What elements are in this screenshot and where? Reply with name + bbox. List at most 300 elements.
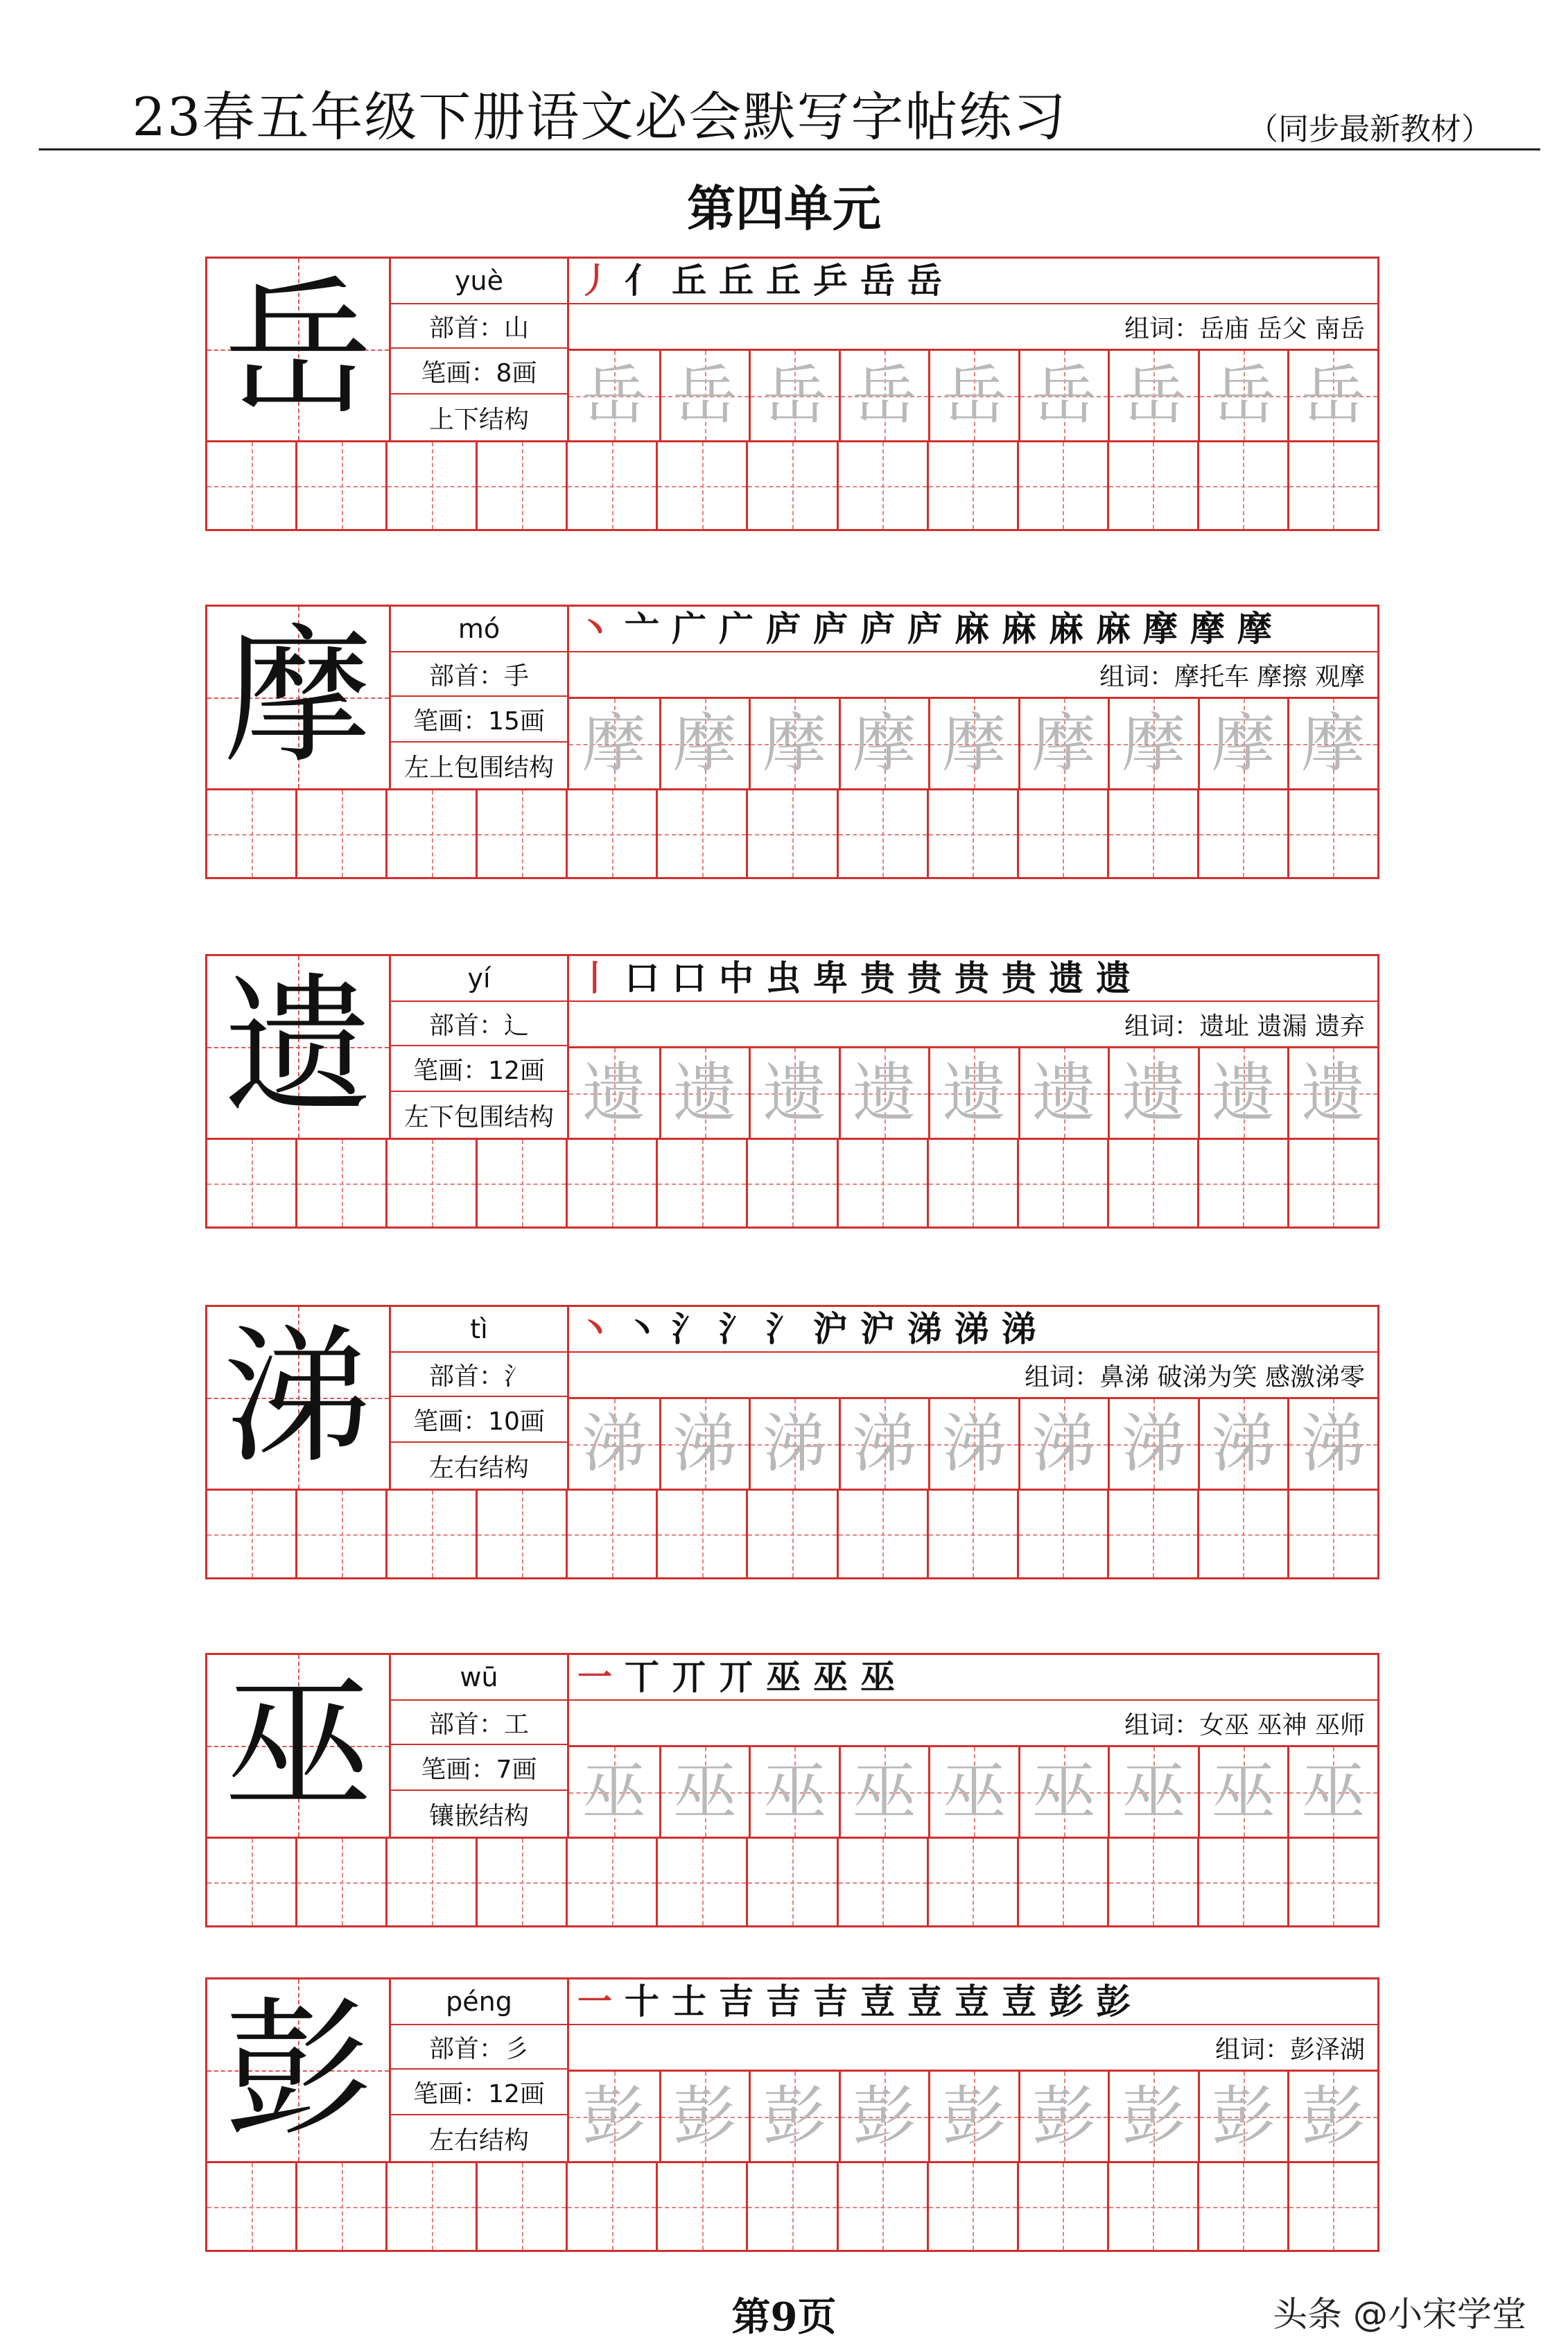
word-examples: 组词：女巫 巫神 巫师	[1124, 1710, 1365, 1740]
stroke-step: 摩	[1190, 608, 1225, 649]
trace-cell[interactable]	[1287, 2072, 1377, 2161]
stroke-count: 笔画：12画	[391, 1046, 567, 1092]
stroke-step: 彭	[1049, 1981, 1083, 2022]
model-character-box	[207, 956, 389, 1138]
stroke-order	[569, 1979, 1377, 2025]
trace-character: 摩	[1031, 706, 1096, 781]
trace-cell[interactable]	[659, 699, 749, 788]
stroke-step: 一	[577, 1981, 612, 2022]
radical: 部首：手	[391, 652, 567, 697]
pinyin: tì	[391, 1307, 567, 1353]
stroke-step: 吉	[719, 1981, 753, 2022]
trace-cell[interactable]	[1198, 699, 1288, 788]
trace-cell[interactable]	[1018, 351, 1108, 440]
practice-cell[interactable]	[927, 1491, 1017, 1577]
practice-cell[interactable]	[295, 442, 385, 529]
stroke-step: 丨	[577, 957, 612, 998]
trace-cell[interactable]	[839, 699, 929, 788]
stroke-step: 涕	[907, 1308, 942, 1349]
practice-row	[207, 788, 1377, 877]
practice-cell[interactable]	[1017, 790, 1107, 877]
radical: 部首：彡	[391, 2025, 567, 2070]
trace-cell[interactable]	[1018, 699, 1108, 788]
practice-cell[interactable]	[566, 790, 656, 877]
practice-cell[interactable]	[566, 1839, 656, 1925]
practice-cell[interactable]	[1017, 442, 1107, 529]
stroke-step: 贵	[955, 957, 989, 998]
stroke-count: 笔画：10画	[391, 1397, 567, 1443]
stroke-step: 壴	[955, 1981, 989, 2022]
stroke-step: 十	[625, 1981, 659, 2022]
character-info	[389, 956, 569, 1138]
trace-character: 岳	[763, 358, 827, 433]
trace-cell[interactable]	[839, 1048, 929, 1138]
stroke-step: 壴	[860, 1981, 895, 2022]
trace-row	[569, 1046, 1377, 1138]
trace-cell[interactable]	[749, 2072, 839, 2161]
practice-cell[interactable]	[1287, 1491, 1377, 1577]
practice-cell[interactable]	[207, 1839, 295, 1925]
trace-character: 巫	[672, 1754, 737, 1829]
trace-cell[interactable]	[659, 1747, 749, 1837]
practice-cell[interactable]	[295, 790, 385, 877]
stroke-step: 庐	[907, 608, 942, 649]
stroke-step: 一	[577, 1656, 612, 1697]
stroke-step: 庐	[813, 608, 848, 649]
trace-cell[interactable]	[1108, 699, 1198, 788]
trace-character: 岳	[1122, 358, 1186, 433]
trace-character: 涕	[582, 1406, 646, 1481]
stroke-step: 遗	[1096, 957, 1131, 998]
trace-character: 彭	[942, 2079, 1007, 2153]
trace-cell[interactable]	[1108, 351, 1198, 440]
trace-character: 摩	[852, 706, 916, 781]
stroke-order	[569, 1307, 1377, 1353]
character-card	[205, 954, 1379, 1229]
trace-cell[interactable]	[749, 351, 839, 440]
trace-cell[interactable]	[928, 351, 1018, 440]
trace-cell[interactable]	[1108, 2072, 1198, 2161]
model-character-box	[207, 259, 389, 440]
trace-character: 彭	[1301, 2079, 1366, 2153]
stroke-step: 丶	[577, 1308, 612, 1349]
trace-character: 摩	[1122, 706, 1186, 781]
trace-character: 遗	[1122, 1055, 1186, 1130]
trace-character: 遗	[672, 1055, 737, 1130]
trace-cell[interactable]	[1198, 1399, 1288, 1489]
practice-cell[interactable]	[656, 2163, 746, 2250]
practice-cell[interactable]	[1197, 2163, 1287, 2250]
character-info	[389, 1979, 569, 2161]
practice-cell[interactable]	[927, 1839, 1017, 1925]
word-examples: 组词：彭泽湖	[1214, 2035, 1365, 2064]
model-character: 巫	[224, 1659, 372, 1832]
model-character: 摩	[224, 611, 372, 783]
practice-cell[interactable]	[837, 2163, 927, 2250]
trace-cell[interactable]	[1108, 1747, 1198, 1837]
trace-cell[interactable]	[1198, 351, 1288, 440]
stroke-step: 涕	[1002, 1308, 1036, 1349]
trace-cell[interactable]	[1018, 1747, 1108, 1837]
stroke-step: 吉	[766, 1981, 801, 2022]
trace-character: 涕	[1301, 1406, 1366, 1481]
character-info	[389, 1307, 569, 1489]
trace-cell[interactable]	[1108, 1048, 1198, 1138]
stroke-order	[569, 1655, 1377, 1701]
practice-cell[interactable]	[476, 2163, 566, 2250]
trace-character: 彭	[672, 2079, 737, 2153]
trace-character: 彭	[1122, 2079, 1186, 2153]
practice-cell[interactable]	[746, 790, 836, 877]
stroke-step: 涕	[955, 1308, 989, 1349]
trace-cell[interactable]	[569, 1747, 659, 1837]
trace-character: 岳	[942, 358, 1007, 433]
practice-cell[interactable]	[566, 1140, 656, 1226]
stroke-step: 虫	[766, 957, 801, 998]
trace-row	[569, 697, 1377, 788]
trace-cell[interactable]	[1018, 1048, 1108, 1138]
practice-cell[interactable]	[385, 2163, 476, 2250]
stroke-step: 巫	[860, 1656, 895, 1697]
stroke-step: 士	[672, 1981, 706, 2022]
trace-row	[569, 349, 1377, 440]
model-character: 岳	[224, 263, 372, 435]
practice-cell[interactable]	[656, 1140, 746, 1226]
practice-cell[interactable]	[1107, 790, 1197, 877]
practice-cell[interactable]	[207, 2163, 295, 2250]
practice-cell[interactable]	[1107, 1140, 1197, 1226]
stroke-step: 氵	[766, 1308, 801, 1349]
trace-cell[interactable]	[928, 1048, 1018, 1138]
stroke-step: 遗	[1049, 957, 1083, 998]
stroke-step: 广	[672, 608, 706, 649]
trace-cell[interactable]	[839, 2072, 929, 2161]
trace-character: 彭	[582, 2079, 646, 2153]
trace-character: 摩	[763, 706, 827, 781]
practice-cell[interactable]	[207, 442, 295, 529]
character-info	[389, 259, 569, 440]
stroke-order	[569, 259, 1377, 304]
radical: 部首：工	[391, 1701, 567, 1745]
word-examples: 组词：鼻涕 破涕为笑 感激涕零	[1025, 1362, 1365, 1392]
stroke-step: 壴	[907, 1981, 942, 2022]
stroke-step: 氵	[672, 1308, 706, 1349]
character-card	[205, 605, 1379, 879]
trace-cell[interactable]	[839, 1747, 929, 1837]
practice-cell[interactable]	[1197, 1839, 1287, 1925]
practice-row	[207, 1837, 1377, 1925]
trace-cell[interactable]	[1287, 1399, 1377, 1489]
stroke-step: 彭	[1096, 1981, 1131, 2022]
trace-character: 遗	[763, 1055, 827, 1130]
stroke-step: 丌	[719, 1656, 753, 1697]
practice-cell[interactable]	[1107, 442, 1197, 529]
pinyin: yuè	[391, 259, 567, 304]
structure: 左右结构	[428, 2126, 529, 2155]
practice-cell[interactable]	[837, 1839, 927, 1925]
trace-cell[interactable]	[1108, 1399, 1198, 1489]
practice-cell[interactable]	[1197, 442, 1287, 529]
trace-character: 彭	[1031, 2079, 1096, 2153]
trace-character: 巫	[942, 1754, 1007, 1829]
trace-cell[interactable]	[1287, 351, 1377, 440]
practice-cell[interactable]	[837, 1140, 927, 1226]
structure: 左上包围结构	[403, 753, 554, 782]
trace-character: 巫	[763, 1754, 827, 1829]
stroke-count: 笔画：8画	[391, 349, 567, 395]
stroke-step: 亠	[625, 608, 659, 649]
trace-cell[interactable]	[569, 1399, 659, 1489]
practice-cell[interactable]	[746, 1491, 836, 1577]
stroke-count: 笔画：7画	[391, 1745, 567, 1791]
stroke-step: 丘	[766, 260, 801, 301]
trace-cell[interactable]	[659, 351, 749, 440]
stroke-step: 乒	[813, 260, 848, 301]
stroke-step: 麻	[1096, 608, 1131, 649]
structure: 左下包围结构	[403, 1102, 554, 1132]
trace-row	[569, 2070, 1377, 2161]
trace-character: 涕	[672, 1406, 737, 1481]
practice-cell[interactable]	[1017, 1839, 1107, 1925]
trace-character: 摩	[942, 706, 1007, 781]
practice-cell[interactable]	[385, 442, 476, 529]
practice-cell[interactable]	[566, 1491, 656, 1577]
trace-character: 彭	[1211, 2079, 1275, 2153]
model-character-box	[207, 1979, 389, 2161]
trace-cell[interactable]	[749, 1747, 839, 1837]
trace-cell[interactable]	[659, 2072, 749, 2161]
practice-cell[interactable]	[746, 2163, 836, 2250]
trace-character: 岳	[1301, 358, 1366, 433]
trace-cell[interactable]	[749, 699, 839, 788]
model-character: 彭	[224, 1984, 372, 2156]
trace-character: 岳	[852, 358, 916, 433]
practice-cell[interactable]	[927, 442, 1017, 529]
practice-cell[interactable]	[837, 442, 927, 529]
model-character: 涕	[224, 1311, 372, 1484]
practice-cell[interactable]	[927, 2163, 1017, 2250]
trace-character: 涕	[763, 1406, 827, 1481]
practice-cell[interactable]	[1197, 1491, 1287, 1577]
practice-cell[interactable]	[1017, 1491, 1107, 1577]
stroke-step: 丶	[577, 608, 612, 649]
practice-row	[207, 2161, 1377, 2250]
practice-row	[207, 1489, 1377, 1577]
practice-cell[interactable]	[1017, 1140, 1107, 1226]
trace-cell[interactable]	[659, 1048, 749, 1138]
stroke-step: 吉	[813, 1981, 848, 2022]
title-divider	[39, 148, 1540, 150]
practice-row	[207, 440, 1377, 529]
trace-cell[interactable]	[569, 1048, 659, 1138]
practice-cell[interactable]	[1107, 1839, 1197, 1925]
stroke-step: 广	[719, 608, 753, 649]
practice-cell[interactable]	[837, 790, 927, 877]
structure: 镶嵌结构	[428, 1801, 529, 1830]
stroke-step: 巫	[813, 1656, 848, 1697]
stroke-step: 丘	[672, 260, 706, 301]
trace-character: 遗	[1301, 1055, 1366, 1130]
trace-cell[interactable]	[1198, 2072, 1288, 2161]
model-character-box	[207, 1655, 389, 1837]
practice-cell[interactable]	[385, 790, 476, 877]
practice-cell[interactable]	[476, 1140, 566, 1226]
stroke-step: 氵	[719, 1308, 753, 1349]
trace-character: 岳	[1031, 358, 1096, 433]
practice-cell[interactable]	[476, 1491, 566, 1577]
trace-character: 岳	[1211, 358, 1275, 433]
practice-cell[interactable]	[1287, 2163, 1377, 2250]
trace-cell[interactable]	[659, 1399, 749, 1489]
practice-cell[interactable]	[1107, 2163, 1197, 2250]
practice-cell[interactable]	[295, 1140, 385, 1226]
stroke-step: 丘	[719, 260, 753, 301]
trace-cell[interactable]	[1287, 1048, 1377, 1138]
trace-cell[interactable]	[928, 1399, 1018, 1489]
trace-row	[569, 1397, 1377, 1489]
stroke-step: 巫	[766, 1656, 801, 1697]
practice-cell[interactable]	[1197, 1140, 1287, 1226]
trace-cell[interactable]	[1198, 1048, 1288, 1138]
trace-character: 摩	[672, 706, 737, 781]
stroke-step: 贵	[1002, 957, 1036, 998]
practice-cell[interactable]	[1197, 790, 1287, 877]
structure: 左右结构	[428, 1453, 529, 1482]
stroke-step: 丶	[625, 1308, 659, 1349]
character-card	[205, 1977, 1379, 2252]
stroke-step: 麻	[1049, 608, 1083, 649]
practice-cell[interactable]	[476, 442, 566, 529]
trace-cell[interactable]	[928, 2072, 1018, 2161]
stroke-order	[569, 607, 1377, 652]
character-info	[389, 1655, 569, 1837]
pinyin: mó	[391, 607, 567, 652]
practice-cell[interactable]	[476, 790, 566, 877]
practice-row	[207, 1138, 1377, 1226]
trace-character: 巫	[852, 1754, 916, 1829]
trace-cell[interactable]	[1198, 1747, 1288, 1837]
practice-cell[interactable]	[207, 1140, 295, 1226]
trace-character: 巫	[1122, 1754, 1186, 1829]
stroke-step: 摩	[1237, 608, 1272, 649]
structure: 上下结构	[428, 405, 529, 434]
trace-cell[interactable]	[1018, 2072, 1108, 2161]
trace-character: 遗	[1211, 1055, 1275, 1130]
trace-character: 涕	[1122, 1406, 1186, 1481]
trace-character: 摩	[582, 706, 646, 781]
stroke-step: 庐	[766, 608, 801, 649]
practice-cell[interactable]	[746, 1140, 836, 1226]
model-character-box	[207, 607, 389, 788]
practice-cell[interactable]	[566, 2163, 656, 2250]
practice-cell[interactable]	[656, 1839, 746, 1925]
practice-cell[interactable]	[207, 790, 295, 877]
stroke-step: 亻	[625, 260, 659, 301]
trace-character: 巫	[1031, 1754, 1096, 1829]
practice-cell[interactable]	[746, 1839, 836, 1925]
trace-character: 涕	[1211, 1406, 1275, 1481]
practice-cell[interactable]	[656, 790, 746, 877]
radical: 部首：氵	[391, 1353, 567, 1397]
stroke-step: 丿	[577, 260, 612, 301]
stroke-step: 卑	[813, 957, 848, 998]
practice-cell[interactable]	[476, 1839, 566, 1925]
radical: 部首：山	[391, 304, 567, 349]
stroke-order	[569, 956, 1377, 1002]
practice-cell[interactable]	[656, 1491, 746, 1577]
trace-cell[interactable]	[749, 1048, 839, 1138]
practice-cell[interactable]	[385, 1839, 476, 1925]
trace-cell[interactable]	[839, 1399, 929, 1489]
practice-cell[interactable]	[1287, 1839, 1377, 1925]
trace-character: 涕	[852, 1406, 916, 1481]
pinyin: wū	[391, 1655, 567, 1701]
page-number: 第9页	[731, 2294, 837, 2340]
stroke-step: 庐	[860, 608, 895, 649]
practice-cell[interactable]	[746, 442, 836, 529]
trace-cell[interactable]	[569, 351, 659, 440]
page-title: 23春五年级下册语文必会默写字帖练习	[132, 86, 1068, 148]
practice-cell[interactable]	[295, 1839, 385, 1925]
practice-cell[interactable]	[385, 1140, 476, 1226]
practice-cell[interactable]	[927, 790, 1017, 877]
practice-cell[interactable]	[295, 1491, 385, 1577]
trace-cell[interactable]	[1018, 1399, 1108, 1489]
practice-cell[interactable]	[1287, 790, 1377, 877]
trace-cell[interactable]	[928, 699, 1018, 788]
pinyin: péng	[391, 1979, 567, 2025]
practice-cell[interactable]	[295, 2163, 385, 2250]
stroke-step: 口	[625, 957, 659, 998]
trace-character: 彭	[763, 2079, 827, 2153]
trace-cell[interactable]	[749, 1399, 839, 1489]
practice-cell[interactable]	[656, 442, 746, 529]
trace-cell[interactable]	[839, 351, 929, 440]
practice-cell[interactable]	[837, 1491, 927, 1577]
trace-character: 涕	[942, 1406, 1007, 1481]
model-character-box	[207, 1307, 389, 1489]
trace-cell[interactable]	[928, 1747, 1018, 1837]
stroke-step: 贵	[860, 957, 895, 998]
practice-cell[interactable]	[1287, 442, 1377, 529]
character-card	[205, 1653, 1379, 1927]
stroke-count: 笔画：12画	[391, 2070, 567, 2115]
stroke-step: 丅	[625, 1656, 659, 1697]
practice-cell[interactable]	[207, 1491, 295, 1577]
stroke-step: 岳	[860, 260, 895, 301]
word-examples: 组词：遗址 遗漏 遗弃	[1124, 1012, 1365, 1041]
stroke-step: 壴	[1002, 1981, 1036, 2022]
practice-cell[interactable]	[1017, 2163, 1107, 2250]
practice-cell[interactable]	[927, 1140, 1017, 1226]
unit-title: 第四单元	[687, 180, 881, 237]
trace-cell[interactable]	[569, 699, 659, 788]
trace-character: 摩	[1301, 706, 1366, 781]
practice-cell[interactable]	[1107, 1491, 1197, 1577]
trace-character: 巫	[1301, 1754, 1366, 1829]
stroke-step: 中	[719, 957, 753, 998]
page-subtitle: （同步最新教材）	[1248, 112, 1492, 147]
practice-cell[interactable]	[566, 442, 656, 529]
practice-cell[interactable]	[1287, 1140, 1377, 1226]
trace-cell[interactable]	[1287, 699, 1377, 788]
stroke-step: 贵	[907, 957, 942, 998]
trace-character: 巫	[582, 1754, 646, 1829]
trace-cell[interactable]	[1287, 1747, 1377, 1837]
practice-cell[interactable]	[385, 1491, 476, 1577]
trace-character: 巫	[1211, 1754, 1275, 1829]
trace-cell[interactable]	[569, 2072, 659, 2161]
